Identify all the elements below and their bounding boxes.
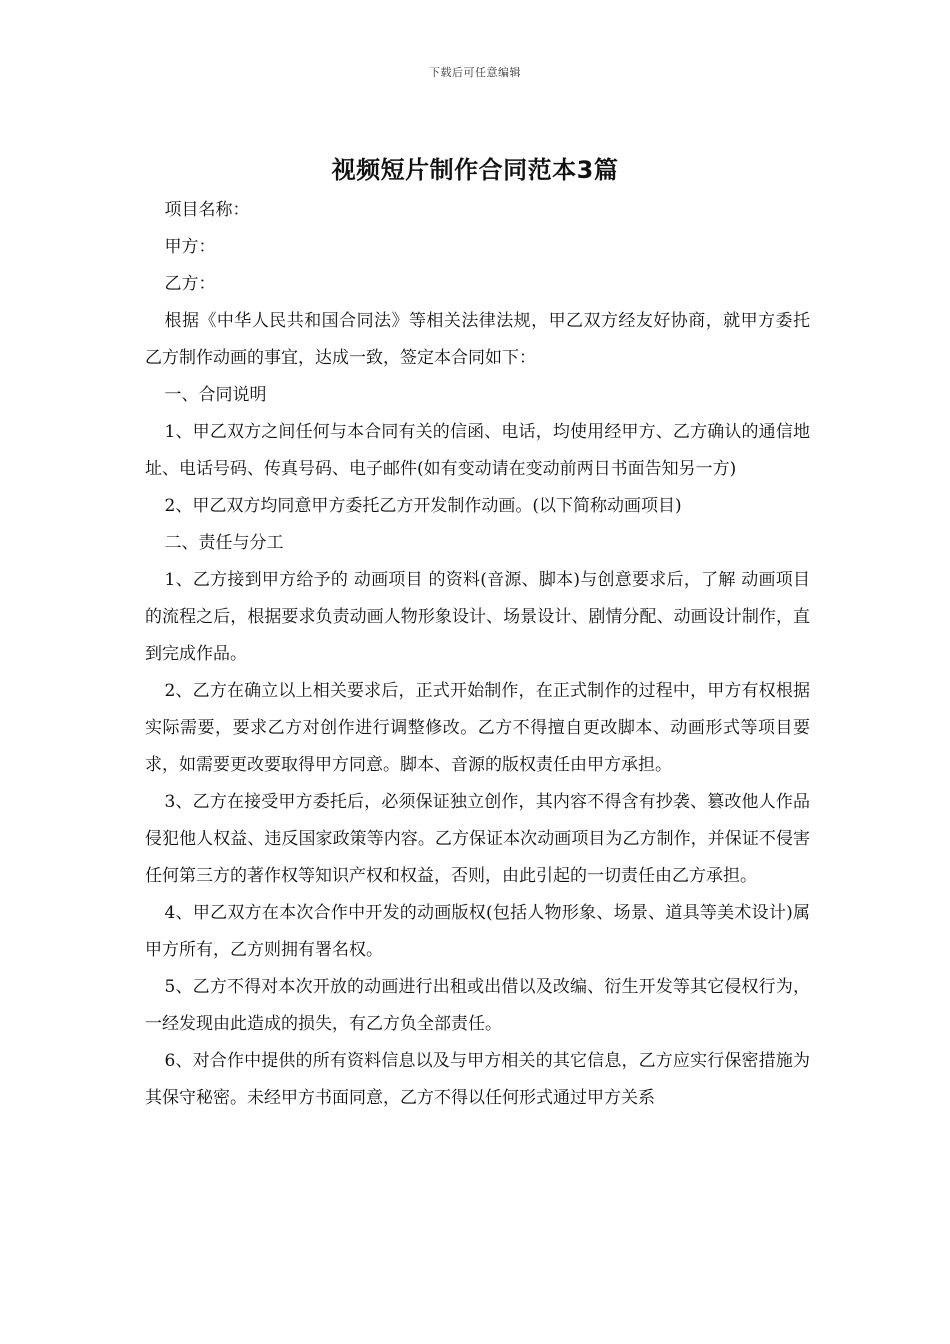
paragraph-clause: 4、甲乙双方在本次合作中开发的动画版权(包括人物形象、场景、道具等美术设计)属甲方所有，乙方则拥有署名权。 [145, 903, 810, 960]
section-heading-responsibilities: 二、责任与分工 [164, 533, 284, 553]
paragraph-preamble: 根据《中华人民共和国合同法》等相关法律法规，甲乙双方经友好协商，就甲方委托乙方制作动画的事宜，达成一致，签定本合同如下： [145, 311, 810, 368]
section-heading-contract-notes: 一、合同说明 [164, 385, 267, 405]
field-party-a: 甲方： [164, 237, 216, 257]
paragraph-clause: 3、乙方在接受甲方委托后，必须保证独立创作，其内容不得含有抄袭、篡改他人作品侵犯他人权益、违反国家政策等内容。乙方保证本次动画项目为乙方制作，并保证不侵害任何第三方的著作权等知识产权和权益，否则，由此引起的一切责任由乙方承担。 [145, 792, 810, 886]
paragraph-clause: 1、乙方接到甲方给予的 动画项目 的资料(音源、脚本)与创意要求后，了解 动画项目 的流程之后，根据要求负责动画人物形象设计、场景设计、剧情分配、动画设计制作，直到完成作品。 [145, 570, 810, 664]
document-title: 视频短片制作合同范本3篇 [331, 156, 619, 184]
field-project-name: 项目名称： [164, 200, 250, 220]
paragraph-clause: 5、乙方不得对本次开放的动画进行出租或出借以及改编、衍生开发等其它侵权行为，一经发现由此造成的损失，有乙方负全部责任。 [145, 977, 810, 1034]
paragraph-clause: 2、甲乙双方均同意甲方委托乙方开发制作动画。(以下简称动画项目) [164, 496, 682, 516]
field-party-b: 乙方： [164, 274, 216, 294]
paragraph-clause: 1、甲乙双方之间任何与本合同有关的信函、电话，均使用经甲方、乙方确认的通信地址、电话号码、传真号码、电子邮件(如有变动请在变动前两日书面告知另一方) [145, 422, 810, 479]
document-body [145, 192, 810, 1117]
paragraph-clause: 6、对合作中提供的所有资料信息以及与甲方相关的其它信息，乙方应实行保密措施为其保守秘密。未经甲方书面同意，乙方不得以任何形式通过甲方关系 [145, 1051, 810, 1108]
paragraph-clause: 2、乙方在确立以上相关要求后，正式开始制作，在正式制作的过程中，甲方有权根据实际需要，要求乙方对创作进行调整修改。乙方不得擅自更改脚本、动画形式等项目要求，如需要更改要取得甲方同意。脚本、音源的版权责任由甲方承担。 [145, 681, 810, 775]
page-header-note: 下载后可任意编辑 [429, 66, 521, 79]
